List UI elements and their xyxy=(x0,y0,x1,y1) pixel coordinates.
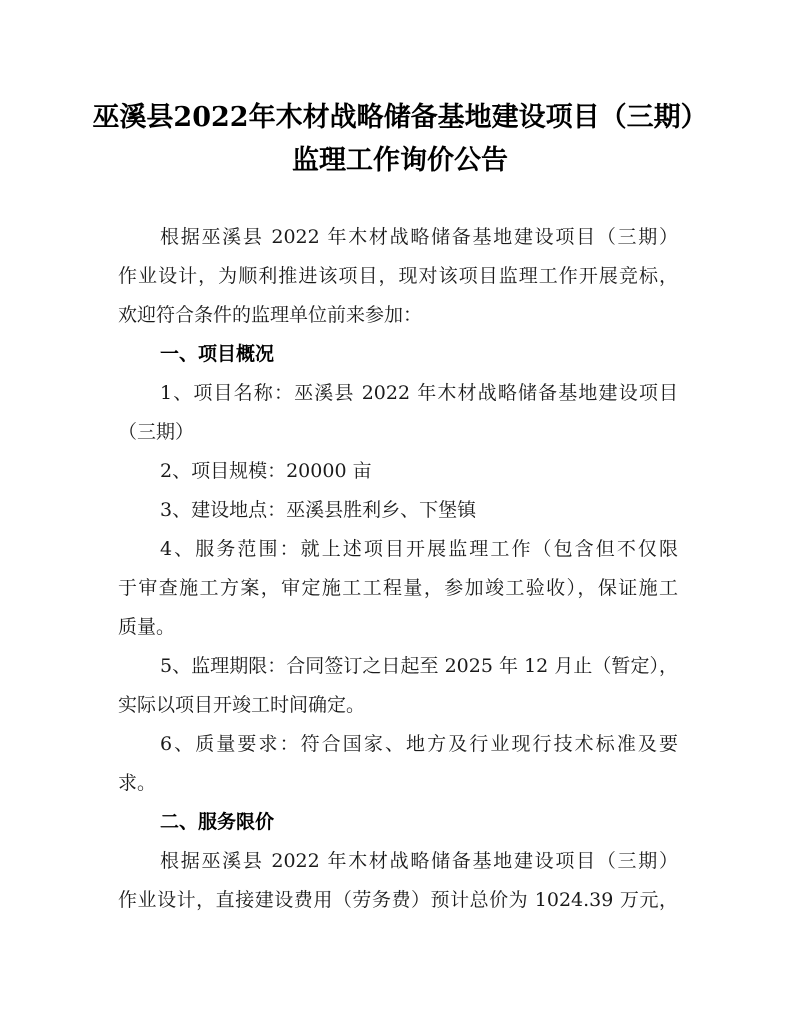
section-2-para-line-2: 作业设计，直接建设费用（劳务费）预计总价为 1024.39 万元， xyxy=(118,889,678,911)
item-4-line-2: 于审查施工方案，审定施工工程量，参加竣工验收），保证施工 xyxy=(118,577,678,599)
item-3: 3、建设地点：巫溪县胜利乡、下堡镇 xyxy=(160,499,477,521)
item-2: 2、项目规模：20000 亩 xyxy=(160,460,372,482)
document-title-line-2: 监理工作询价公告 xyxy=(292,145,508,176)
item-4-line-1: 4、服务范围：就上述项目开展监理工作（包含但不仅限 xyxy=(160,538,678,560)
item-5-line-1: 5、监理期限：合同签订之日起至 2025 年 12 月止（暂定）， xyxy=(160,655,678,677)
document-title-line-1: 巫溪县2022年木材战略储备基地建设项目（三期） xyxy=(92,102,708,133)
intro-line-2: 作业设计，为顺利推进该项目，现对该项目监理工作开展竞标， xyxy=(118,265,678,287)
item-6-line-2: 求。 xyxy=(118,772,157,794)
section-2-para-line-1: 根据巫溪县 2022 年木材战略储备基地建设项目（三期） xyxy=(160,850,678,872)
section-2-heading: 二、服务限价 xyxy=(160,811,275,833)
item-6-line-1: 6、质量要求：符合国家、地方及行业现行技术标准及要 xyxy=(160,733,678,755)
item-5-line-2: 实际以项目开竣工时间确定。 xyxy=(118,694,366,716)
item-4-line-3: 质量。 xyxy=(118,616,176,638)
item-1-line-1: 1、项目名称：巫溪县 2022 年木材战略储备基地建设项目 xyxy=(160,382,678,404)
section-1-heading: 一、项目概况 xyxy=(160,343,275,365)
intro-line-1: 根据巫溪县 2022 年木材战略储备基地建设项目（三期） xyxy=(160,226,678,248)
intro-line-3: 欢迎符合条件的监理单位前来参加： xyxy=(118,304,423,326)
item-1-line-2: （三期） xyxy=(118,421,195,443)
